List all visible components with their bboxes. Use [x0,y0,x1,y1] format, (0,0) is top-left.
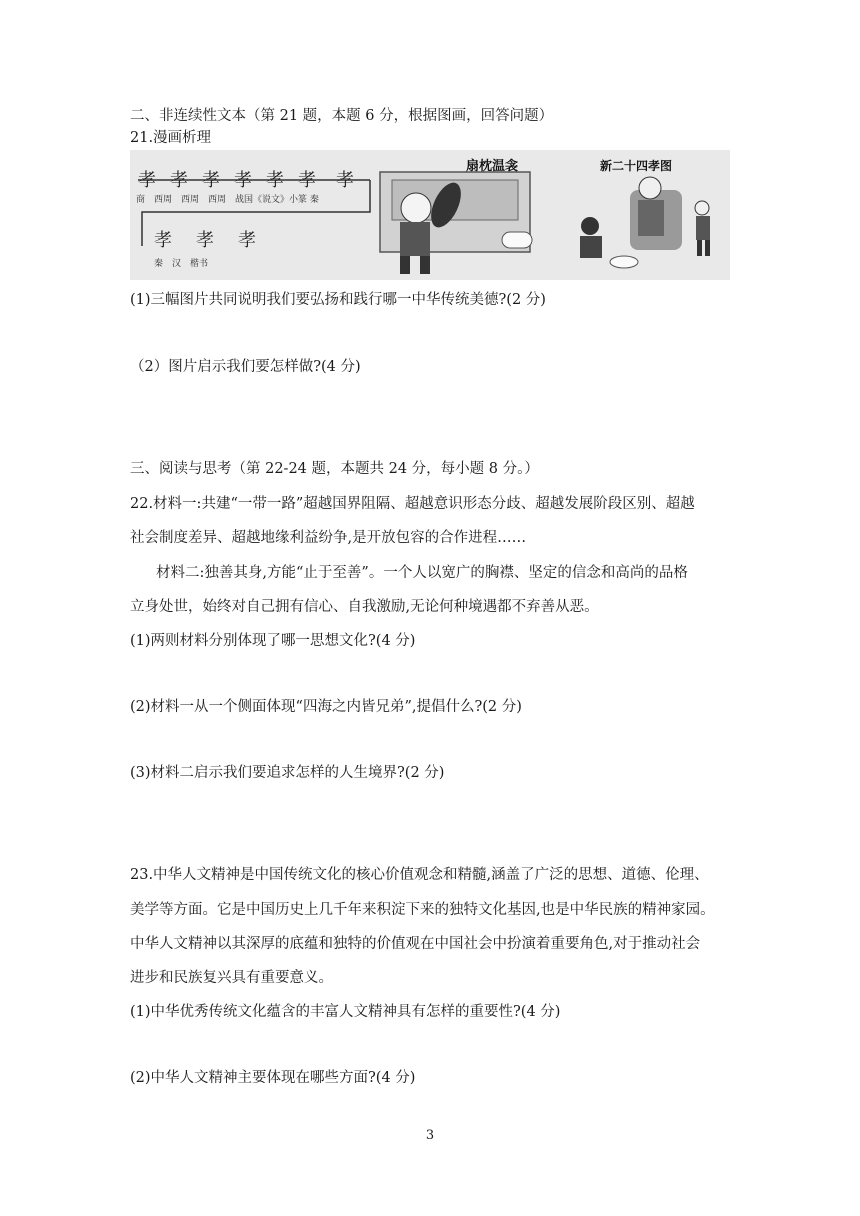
q22-material2-line1: 材料二:独善其身,方能“止于至善”。一个人以宽广的胸襟、坚定的信念和高尚的品格 [156,565,688,581]
evolution-bottom-labels: 秦 汉 楷书 [154,259,209,269]
panel3-title: 新二十四孝图 [600,159,673,173]
q23-line2: 美学等方面。它是中国历史上几千年来积淀下来的独特文化基因,也是中华民族的精神家园。 [130,902,715,918]
svg-text:孝: 孝 [154,230,172,251]
q23-line4: 进步和民族复兴具有重要意义。 [130,970,333,986]
svg-text:孝: 孝 [138,170,156,191]
svg-text:孝: 孝 [298,170,316,191]
panel2-title: 扇枕温衾 [466,159,519,174]
q22-material2-line2: 立身处世，始终对自己拥有信心、自我激励,无论何种境遇都不弃善从恶。 [130,599,599,615]
q21-title: 21.漫画析理 [130,130,212,146]
q22-part1: (1)两则材料分别体现了哪一思想文化?(4 分) [130,633,416,649]
svg-text:孝: 孝 [202,170,220,191]
svg-text:孝: 孝 [196,230,214,251]
q23-line1: 23.中华人文精神是中国传统文化的核心价值观念和精髓,涵盖了广泛的思想、道德、伦理、 [130,867,709,883]
q23-part1: (1)中华优秀传统文化蕴含的丰富人文精神具有怎样的重要性?(4 分) [130,1004,561,1020]
q23-part2: (2)中华人文精神主要体现在哪些方面?(4 分) [130,1070,416,1086]
q21-part2: （2）图片启示我们要怎样做?(4 分) [130,359,361,375]
q22-material1-line2: 社会制度差异、超越地缘利益纷争,是开放包容的合作进程…… [130,530,527,546]
comic-illustration [130,150,730,280]
svg-text:孝: 孝 [266,170,284,191]
q22-part2: (2)材料一从一个侧面体现“四海之内皆兄弟”,提倡什么?(2 分) [130,699,522,715]
svg-text:孝: 孝 [336,170,354,191]
section3-heading: 三、阅读与思考（第 22-24 题，本题共 24 分，每小题 8 分。） [130,461,539,477]
section2-heading: 二、非连续性文本（第 21 题，本题 6 分，根据图画，回答问题） [130,108,554,124]
q23-line3: 中华人文精神以其深厚的底蕴和独特的价值观在中国社会中扮演着重要角色,对于推动社会 [130,936,701,952]
page-number: 3 [425,1128,435,1143]
q21-part1: (1)三幅图片共同说明我们要弘扬和践行哪一中华传统美德?(2 分) [130,292,546,308]
svg-text:孝: 孝 [170,170,188,191]
evolution-top-labels: 商 西周 西周 西周 战国《说文》小篆 秦 [136,195,319,205]
q22-part3: (3)材料二启示我们要追求怎样的人生境界?(2 分) [130,765,445,781]
svg-text:孝: 孝 [234,170,252,191]
svg-text:孝: 孝 [238,230,256,251]
q22-material1-line1: 22.材料一:共建“一带一路”超越国界阻隔、超越意识形态分歧、超越发展阶段区别、超越 [130,496,695,512]
